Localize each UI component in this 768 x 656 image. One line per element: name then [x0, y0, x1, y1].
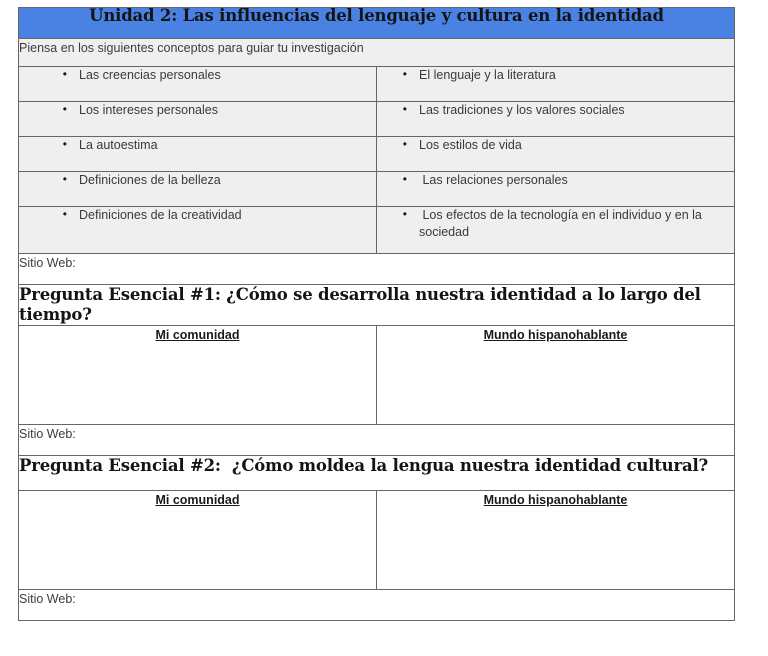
answer-cell-mi-comunidad-2[interactable] [19, 491, 377, 590]
intro-instruction-text: Piensa en los siguientes conceptos para guiar tu investigación [19, 41, 364, 55]
essential-question-cell-1 [19, 285, 735, 326]
answer-heading-mi-comunidad: Mi comunidad [155, 493, 240, 507]
table-row-sitio-web-3 [19, 590, 735, 621]
concept-cell-left-3 [19, 137, 377, 172]
table-row-sitio-web-1 [19, 254, 735, 285]
list-item [19, 102, 376, 119]
bullet-icon: • [62, 137, 67, 151]
table-row-answers-2 [19, 491, 735, 590]
table-row-question-1 [19, 285, 735, 326]
unit-title-cell [19, 8, 735, 39]
concept-cell-left-2 [19, 102, 377, 137]
answer-heading-mi-comunidad: Mi comunidad [155, 328, 240, 342]
table-row [19, 67, 735, 102]
sitio-web-field-3[interactable] [19, 590, 735, 621]
table-row [19, 172, 735, 207]
concept-label: La autoestima [79, 138, 158, 152]
list-item [19, 67, 376, 84]
bullet-icon: • [402, 207, 407, 221]
concept-label: Definiciones de la belleza [79, 173, 221, 187]
answer-cell-mi-comunidad-1[interactable] [19, 326, 377, 425]
sitio-web-label: Sitio Web: [19, 256, 76, 270]
concept-label: Las tradiciones y los valores sociales [419, 103, 625, 117]
sitio-web-field-1[interactable] [19, 254, 735, 285]
concept-cell-right-3 [377, 137, 735, 172]
page-title: Unidad 2: Las influencias del lenguaje y cultura en la identidad [89, 6, 664, 25]
table-row [19, 137, 735, 172]
answer-text-mi-comunidad [19, 344, 376, 404]
list-item [19, 207, 376, 224]
bullet-icon: • [62, 207, 67, 221]
list-item [19, 137, 376, 154]
bullet-icon: • [62, 67, 67, 81]
concept-cell-right-4 [377, 172, 735, 207]
bullet-icon: • [402, 102, 407, 116]
answer-cell-mundo-hispanohablante-2[interactable] [377, 491, 735, 590]
table-row-question-2 [19, 456, 735, 491]
sitio-web-label: Sitio Web: [19, 427, 76, 441]
answer-text-mundo-hispanohablante [377, 344, 734, 404]
concept-label: Los estilos de vida [419, 138, 522, 152]
concept-cell-left-1 [19, 67, 377, 102]
concept-cell-right-5 [377, 207, 735, 254]
bullet-icon: • [62, 102, 67, 116]
sitio-web-field-2[interactable] [19, 425, 735, 456]
list-item [377, 102, 734, 119]
table-row-intro [19, 39, 735, 67]
essential-question-cell-2 [19, 456, 735, 491]
answer-heading-mundo-hispanohablante: Mundo hispanohablante [483, 328, 628, 342]
list-item [377, 172, 734, 189]
list-item [377, 67, 734, 84]
answer-text-mi-comunidad [19, 509, 376, 569]
answer-text-mundo-hispanohablante [377, 509, 734, 569]
table-row-answers-1 [19, 326, 735, 425]
bullet-icon: • [62, 172, 67, 186]
concept-label: Las creencias personales [79, 68, 221, 82]
list-item [377, 137, 734, 154]
essential-question-heading: Pregunta Esencial #1: ¿Cómo se desarrolla nuestra identidad a lo largo del tiempo? [19, 285, 707, 324]
answer-cell-mundo-hispanohablante-1[interactable] [377, 326, 735, 425]
concept-label: Los efectos de la tecnología en el individuo y en la sociedad [419, 208, 706, 239]
table-row-title [19, 8, 735, 39]
bullet-icon: • [402, 67, 407, 81]
list-item [377, 207, 734, 240]
list-item [19, 172, 376, 189]
worksheet-container [18, 7, 734, 621]
table-row-sitio-web-2 [19, 425, 735, 456]
sitio-web-label: Sitio Web: [19, 592, 76, 606]
bullet-icon: • [402, 172, 407, 186]
intro-instruction-cell [19, 39, 735, 67]
worksheet-table [18, 7, 735, 621]
concept-label: Las relaciones personales [419, 173, 568, 187]
concept-label: Definiciones de la creatividad [79, 208, 242, 222]
concept-cell-right-1 [377, 67, 735, 102]
concept-cell-right-2 [377, 102, 735, 137]
table-row [19, 102, 735, 137]
concept-label: El lenguaje y la literatura [419, 68, 556, 82]
concept-label: Los intereses personales [79, 103, 218, 117]
answer-heading-mundo-hispanohablante: Mundo hispanohablante [483, 493, 628, 507]
bullet-icon: • [402, 137, 407, 151]
table-row [19, 207, 735, 254]
essential-question-heading: Pregunta Esencial #2: ¿Cómo moldea la lengua nuestra identidad cultural? [19, 456, 708, 475]
concept-cell-left-4 [19, 172, 377, 207]
concept-cell-left-5 [19, 207, 377, 254]
